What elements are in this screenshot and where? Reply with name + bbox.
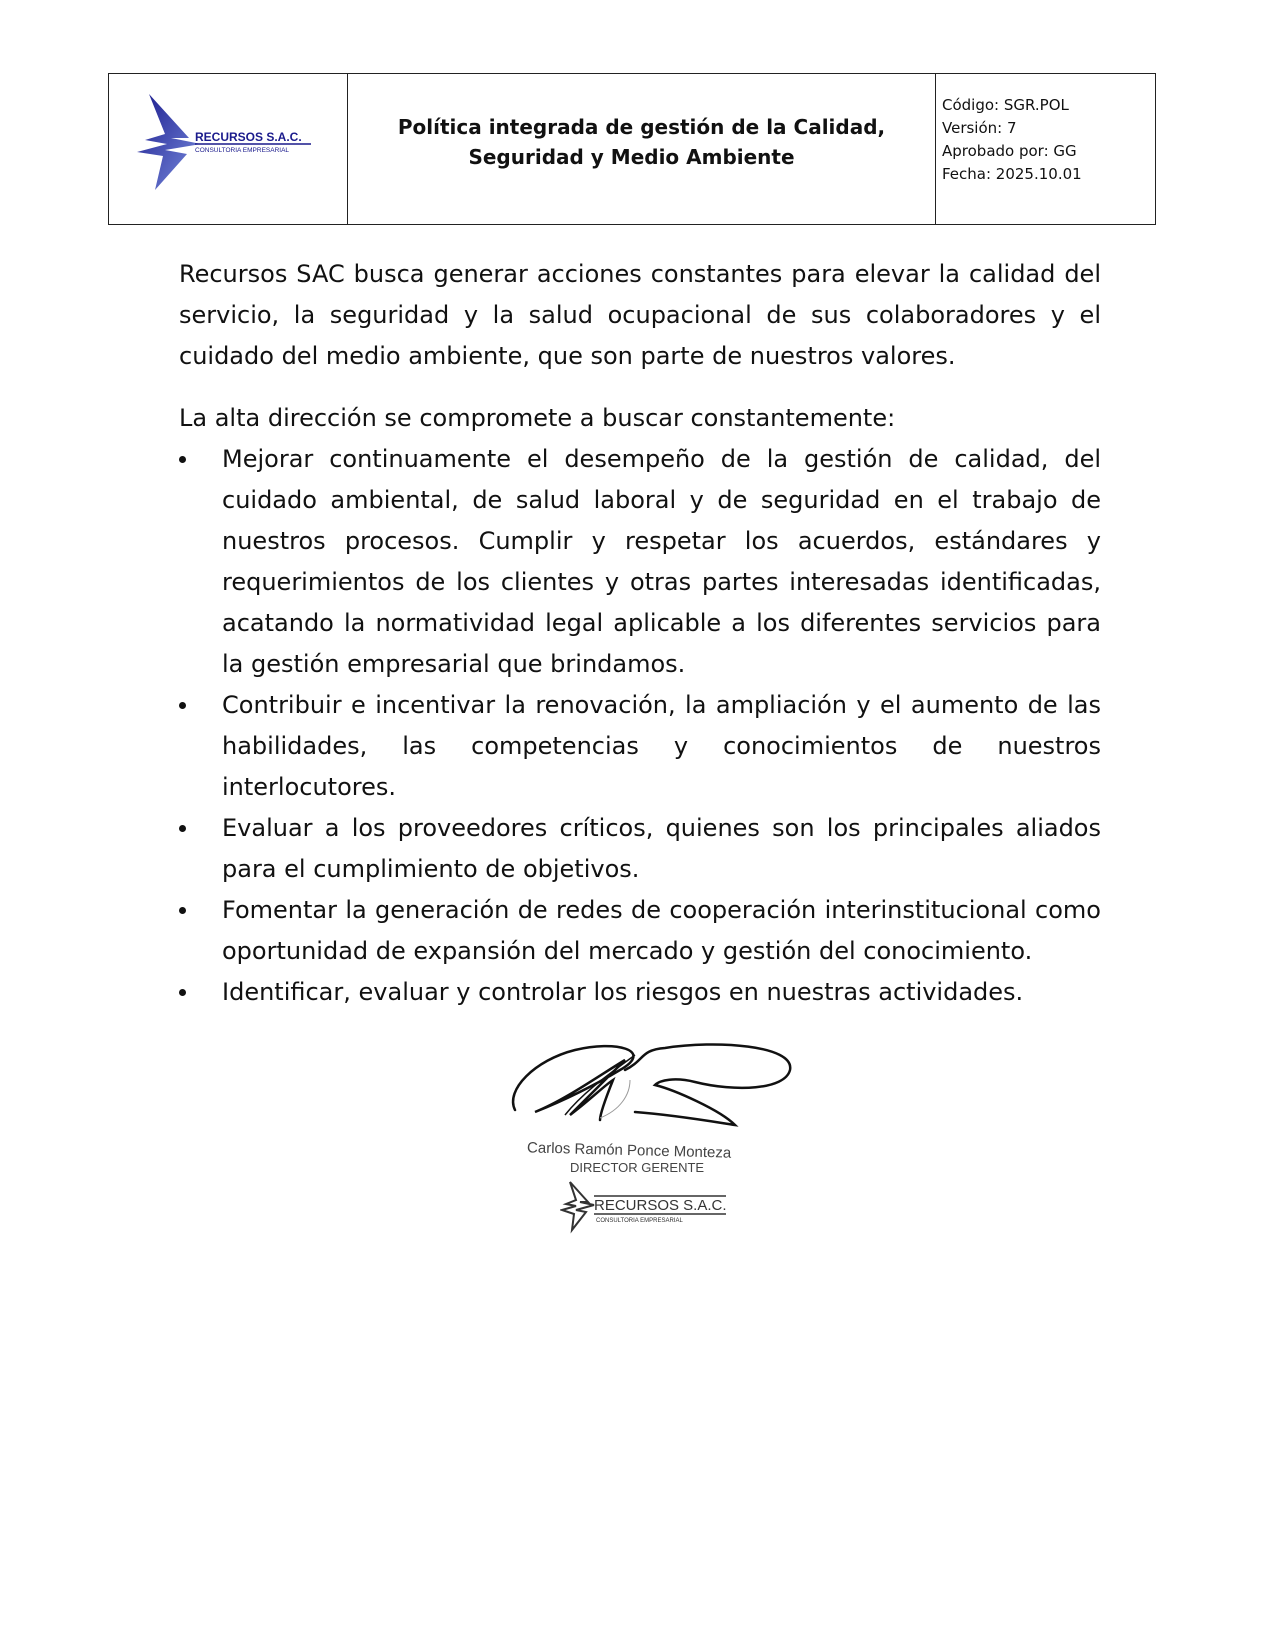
list-item-text: Evaluar a los proveedores críticos, quienes son los principales aliados para el cumplimiento de objetivos. [222,814,1101,883]
list-item-text: Contribuir e incentivar la renovación, la ampliación y el aumento de las habilidades, las competencias y conocimientos de nuestros interlocutores. [222,691,1101,801]
title-cell [348,74,936,224]
meta-version: Versión: 7 [942,119,1017,137]
document-header [108,73,1156,225]
company-stamp [560,1178,740,1234]
bullet-icon [179,907,186,914]
logo-company-text: RECURSOS S.A.C. [195,130,302,144]
list-item [179,439,1101,685]
meta-codigo: Código: SGR.POL [942,96,1069,114]
document-metadata [942,94,1082,186]
logo-cell [109,74,348,224]
meta-aprobado: Aprobado por: GG [942,142,1077,160]
bullet-icon [179,456,186,463]
commitment-intro: La alta dirección se compromete a buscar constantemente: [179,404,896,432]
logo-tagline-text: CONSULTORIA EMPRESARIAL [195,147,290,154]
company-logo [135,94,325,204]
list-item [179,972,1101,1013]
handwritten-signature [505,1030,805,1140]
list-item-text: Mejorar continuamente el desempeño de la gestión de calidad, del cuidado ambiental, de salud laboral y de seguridad en el trabajo de nuestros procesos. Cumplir y respetar los acuerdos, estándares y requerimientos de los clientes y otras partes interesadas identificadas, acatando la normatividad legal aplicable a los diferentes servicios para la gestión empresarial que brindamos. [222,445,1101,678]
list-item-text: Identificar, evaluar y controlar los riesgos en nuestras actividades. [222,978,1024,1006]
signatory-role: DIRECTOR GERENTE [570,1160,705,1175]
signature-block [505,1030,825,1240]
signatory-name: Carlos Ramón Ponce Monteza [526,1139,732,1162]
title-line-2: Seguridad y Medio Ambiente [468,145,795,169]
title-line-1: Política integrada de gestión de la Calidad, [397,115,886,139]
meta-cell [936,74,1155,224]
list-item-text: Fomentar la generación de redes de cooperación interinstitucional como oportunidad de expansión del mercado y gestión del conocimiento. [222,896,1101,965]
list-item [179,685,1101,808]
list-item [179,808,1101,890]
bullet-icon [179,825,186,832]
stamp-company-text: RECURSOS S.A.C. [594,1197,727,1214]
list-item [179,890,1101,972]
intro-paragraph: Recursos SAC busca generar acciones constantes para elevar la calidad del servicio, la seguridad y la salud ocupacional de sus colaboradores y el cuidado del medio ambiente, que son parte de nuestros valores. [179,260,1101,370]
bullet-icon [179,702,186,709]
meta-fecha: Fecha: 2025.10.01 [942,165,1082,183]
stamp-tagline-text: CONSULTORIA EMPRESARIAL [596,1218,683,1224]
commitment-list [179,439,1101,1013]
document-title [348,112,935,172]
bullet-icon [179,989,186,996]
